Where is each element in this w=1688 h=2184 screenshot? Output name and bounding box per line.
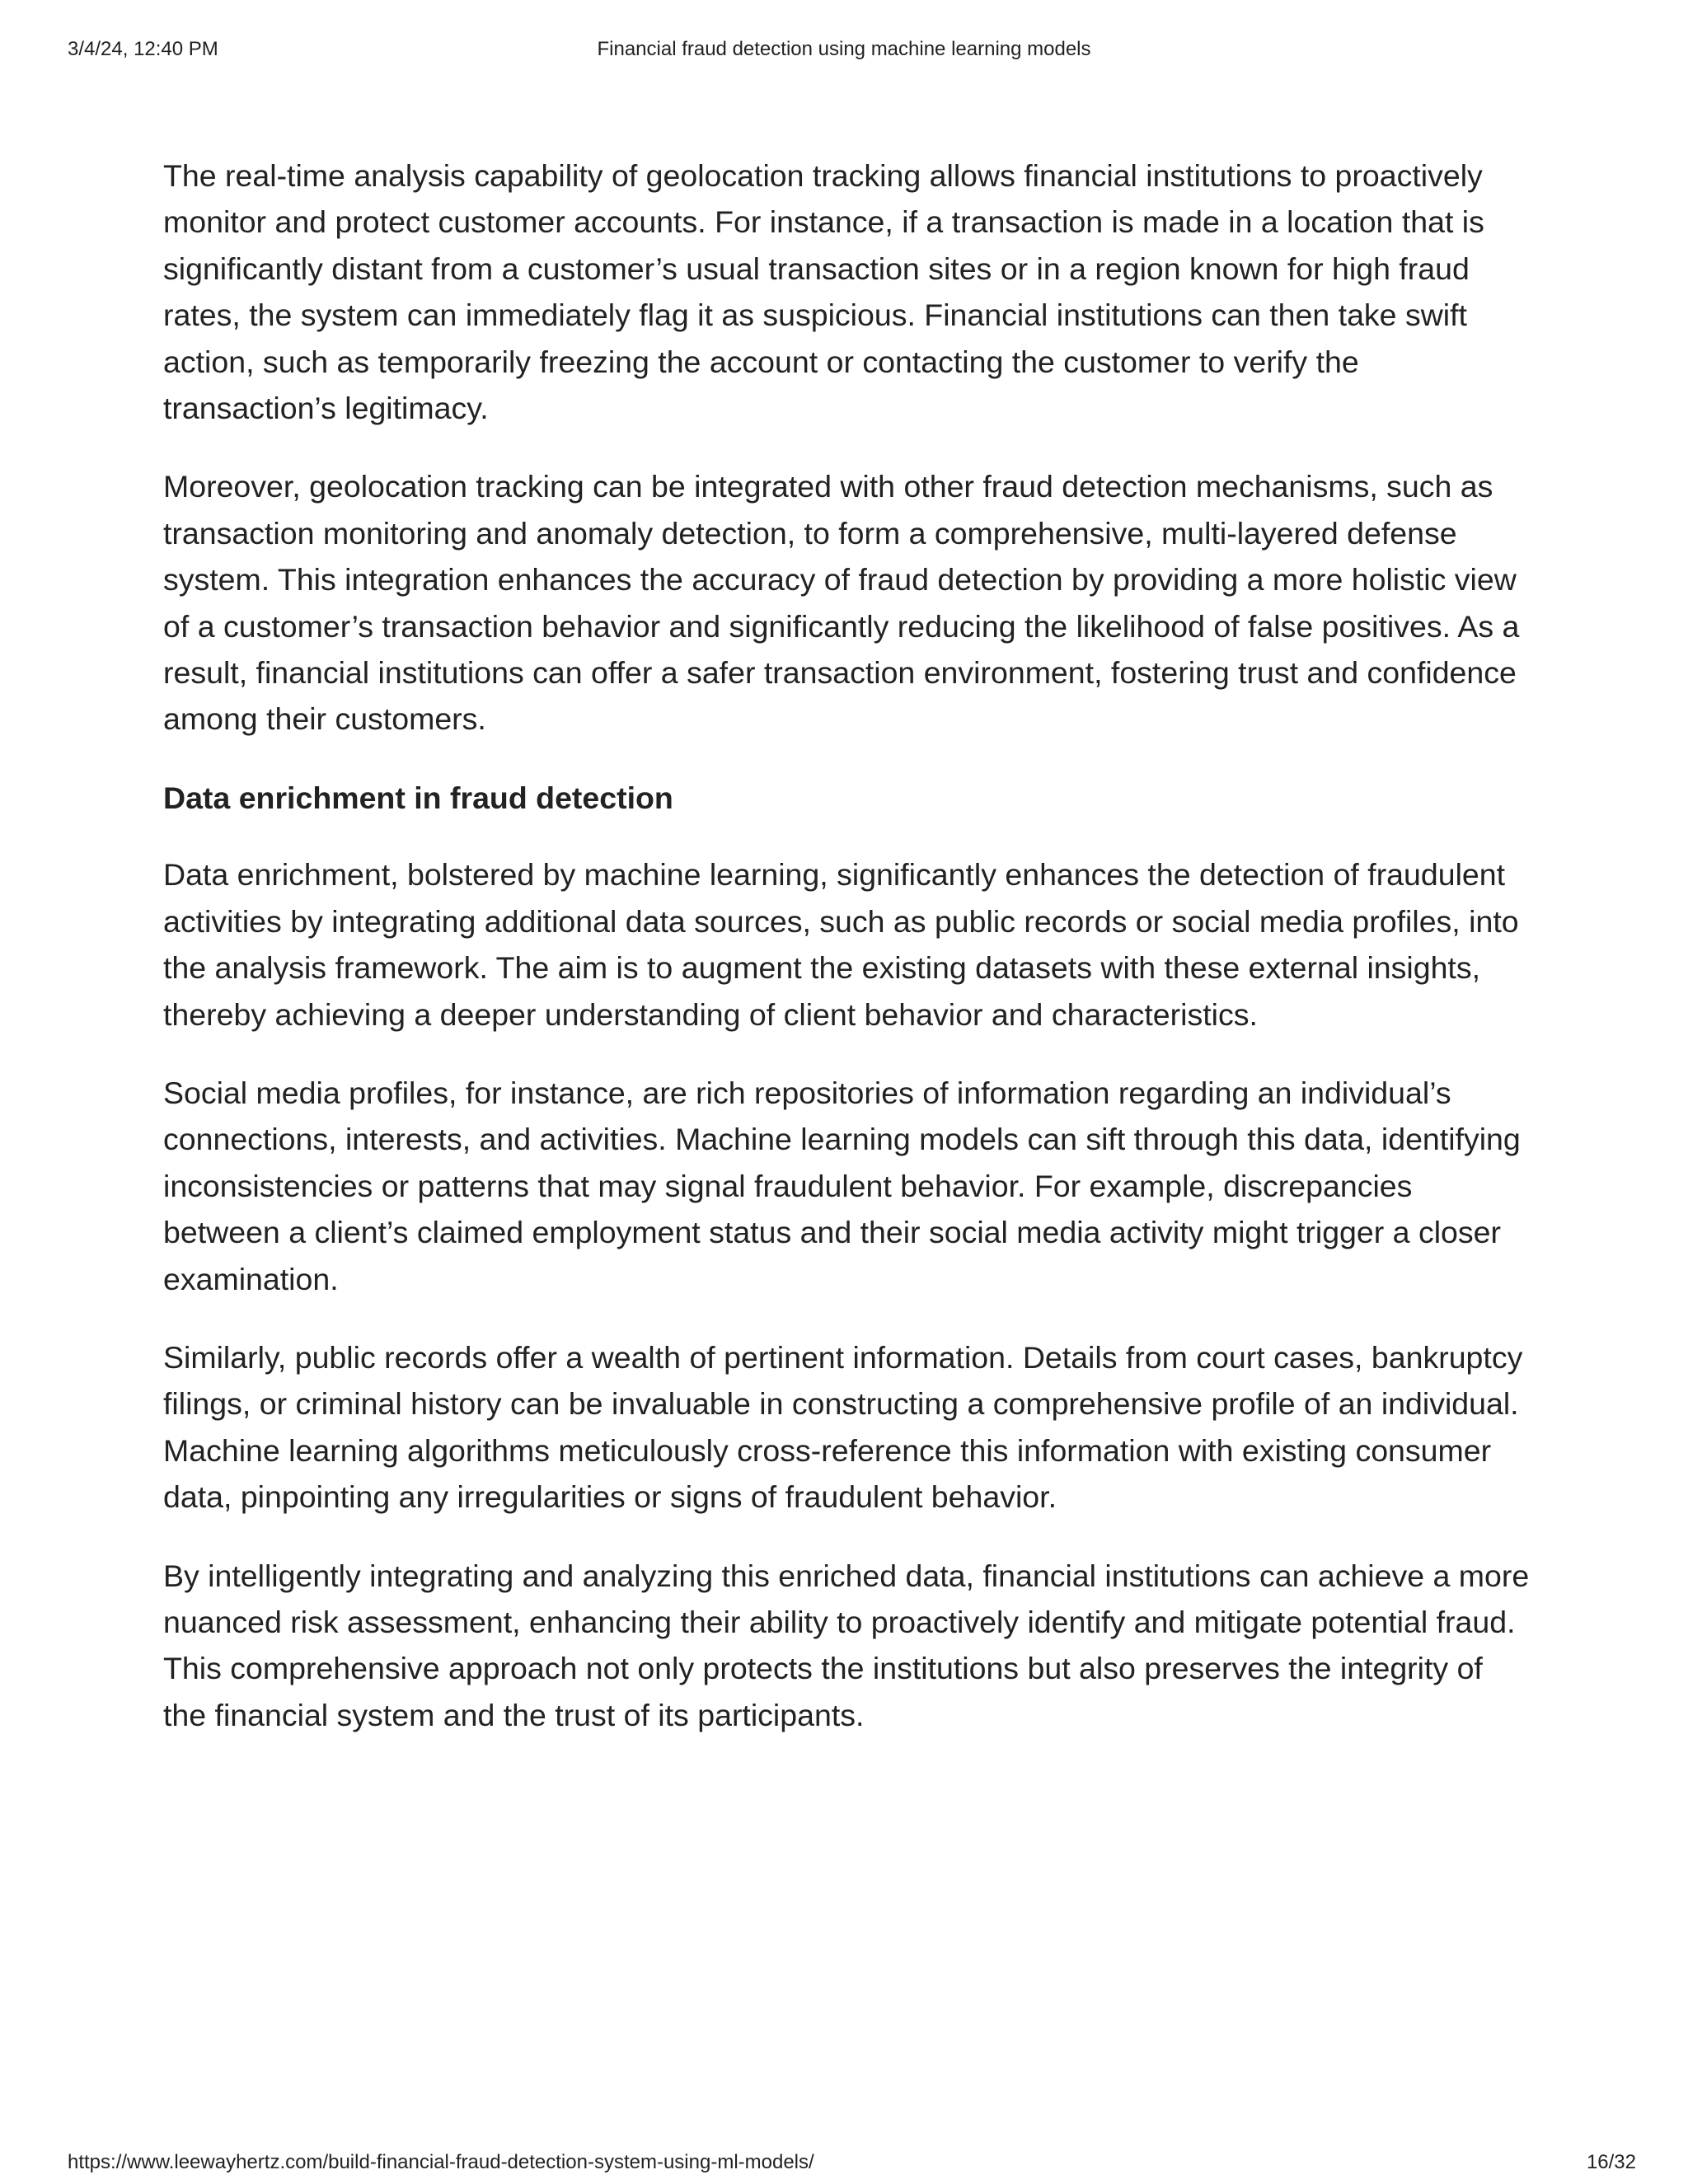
paragraph-geolocation-integration: Moreover, geolocation tracking can be integrated with other fraud detection mechanisms, such as transaction monitoring and anomaly detection, to form a comprehensive, multi-layered defense system. This integration enhances the accuracy of fraud detection by providing a more holistic view of a customer’s transaction behavior and significantly reducing the likelihood of false positives. As a result, financial institutions can offer a safer transaction environment, fostering trust and confidence among their customers. [163, 469, 1520, 737]
print-page-title: Financial fraud detection using machine learning models [597, 38, 1091, 60]
print-footer [0, 2151, 1688, 2184]
paragraph-data-enrichment-intro: Data enrichment, bolstered by machine learning, significantly enhances the detection of fraudulent activities by integrating additional data sources, such as public records or social media profiles, into the analysis framework. The aim is to augment the existing datasets with these external insights, thereby achieving a deeper understanding of client behavior and characteristics. [163, 857, 1519, 1032]
section-heading: Data enrichment in fraud detection [163, 780, 673, 815]
print-datetime: 3/4/24, 12:40 PM [68, 38, 218, 60]
paragraph-social-media-profiles: Social media profiles, for instance, are rich repositories of information regarding an individual’s connections, interests, and activities. Machine learning models can sift through this data, identifying inconsistencies or patterns that may signal fraudulent behavior. For example, discrepancies between a client’s claimed employment status and their social media activity might trigger a closer examination. [163, 1075, 1521, 1296]
print-header [0, 38, 1688, 71]
page-number: 16/32 [1586, 2151, 1636, 2173]
paragraph-geolocation-realtime: The real-time analysis capability of geolocation tracking allows financial institutions to proactively monitor and protect customer accounts. For instance, if a transaction is made in a location that is significantly distant from a customer’s usual transaction sites or in a region known for high fraud rates, the system can immediately flag it as suspicious. Financial institutions can then take swift action, such as temporarily freezing the account or contacting the customer to verify the transaction’s legitimacy. [163, 158, 1484, 426]
source-url: https://www.leewayhertz.com/build-financial-fraud-detection-system-using-ml-models/ [68, 2151, 814, 2173]
paragraph-public-records: Similarly, public records offer a wealth of pertinent information. Details from court cases, bankruptcy filings, or criminal history can be invaluable in constructing a comprehensive profile of an individual. Machine learning algorithms meticulously cross-reference this information with existing consumer data, pinpointing any irregularities or signs of fraudulent behavior. [163, 1339, 1523, 1515]
paragraph-enriched-data-conclusion: By intelligently integrating and analyzing this enriched data, financial institutions can achieve a more nuanced risk assessment, enhancing their ability to proactively identify and mitigate potential fraud. This comprehensive approach not only protects the institutions but also preserves the integrity of the financial system and the trust of its participants. [163, 1558, 1530, 1732]
article-body [163, 152, 1531, 1770]
